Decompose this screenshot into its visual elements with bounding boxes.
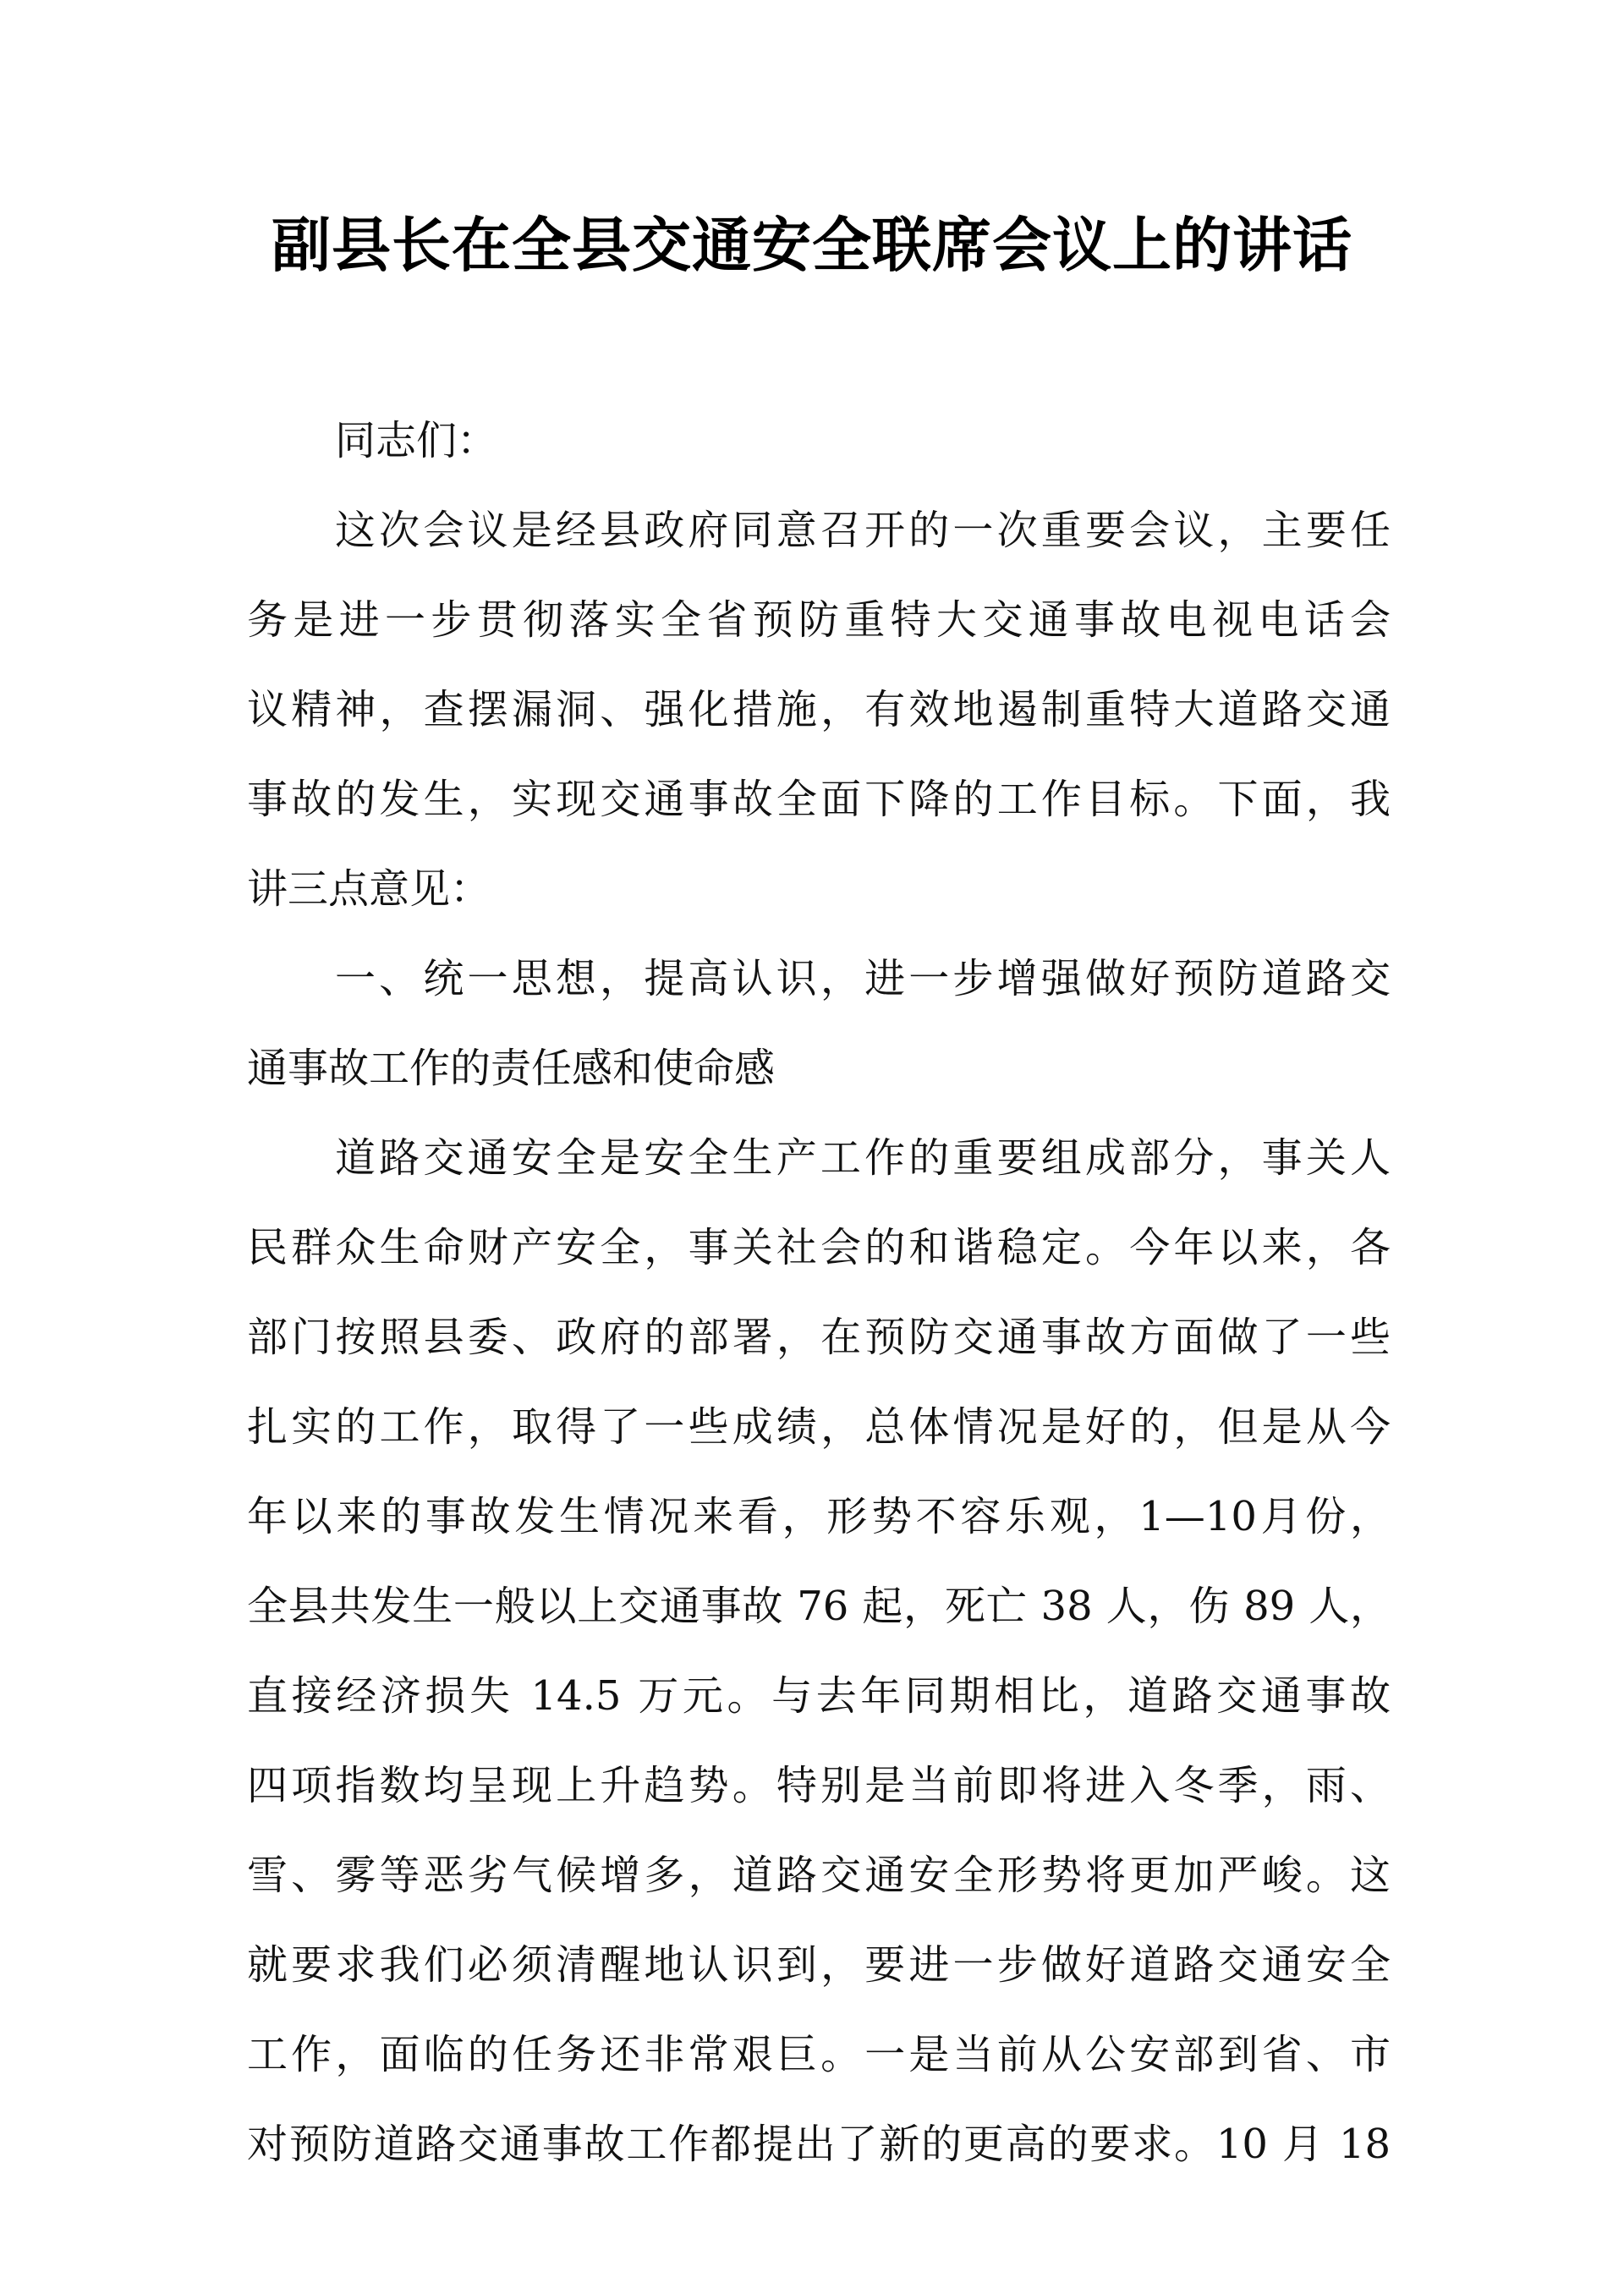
- paragraph-line: 部门按照县委、政府的部署，在预防交通事故方面做了一些: [247, 1314, 1391, 1361]
- paragraph-line: 议精神，查摆漏洞、强化措施，有效地遏制重特大道路交通: [247, 686, 1391, 733]
- paragraph-line: 事故的发生，实现交通事故全面下降的工作目标。下面，我: [247, 776, 1391, 823]
- paragraph-line: 这次会议是经县政府同意召开的一次重要会议，主要任: [335, 507, 1391, 554]
- paragraph-line: 直接经济损失 14.5 万元。与去年同期相比，道路交通事故: [247, 1672, 1391, 1720]
- section-heading-line: 一、统一思想，提高认识，进一步增强做好预防道路交: [335, 955, 1391, 1002]
- paragraph-line: 就要求我们必须清醒地认识到，要进一步做好道路交通安全: [247, 1941, 1391, 1989]
- paragraph-line: 四项指数均呈现上升趋势。特别是当前即将进入冬季，雨、: [247, 1762, 1391, 1809]
- paragraph-line: 对预防道路交通事故工作都提出了新的更高的要求。10 月 18: [247, 2121, 1391, 2168]
- paragraph-line: 年以来的事故发生情况来看，形势不容乐观，1—10月份，: [247, 1493, 1391, 1540]
- salutation-line: 同志们：: [335, 417, 498, 464]
- paragraph-line: 道路交通安全是安全生产工作的重要组成部分，事关人: [335, 1134, 1391, 1182]
- paragraph-line: 民群众生命财产安全，事关社会的和谐稳定。今年以来，各: [247, 1224, 1391, 1271]
- paragraph-line: 工作，面临的任务还非常艰巨。一是当前从公安部到省、市: [247, 2031, 1391, 2078]
- paragraph-line: 务是进一步贯彻落实全省预防重特大交通事故电视电话会: [247, 596, 1391, 644]
- paragraph-line: 扎实的工作，取得了一些成绩，总体情况是好的，但是从今: [247, 1403, 1391, 1451]
- document-body: [247, 396, 1391, 2189]
- document-title: 副县长在全县交通安全联席会议上的讲话: [272, 211, 1352, 280]
- paragraph-line: 讲三点意见：: [247, 865, 491, 913]
- paragraph-line: 雪、雾等恶劣气候增多，道路交通安全形势将更加严峻。这: [247, 1852, 1391, 1899]
- paragraph-line: 全县共发生一般以上交通事故 76 起，死亡 38 人，伤 89 人，: [247, 1583, 1391, 1630]
- section-heading-line: 通事故工作的责任感和使命感: [247, 1045, 776, 1092]
